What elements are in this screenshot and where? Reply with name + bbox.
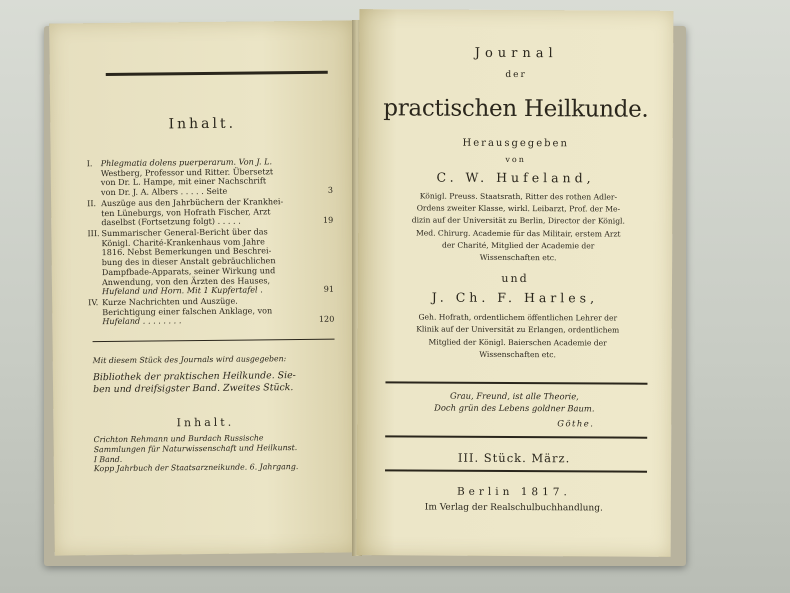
editor1-line: Wissenschaften etc.	[479, 252, 557, 263]
toc-item	[86, 156, 334, 198]
place-year: Berlin 1817.	[456, 485, 571, 499]
motto-line: Grau, Freund, ist alle Theorie,	[449, 390, 579, 402]
supplement-heading: Inhalt.	[176, 415, 235, 430]
contents-heading: Inhalt.	[168, 115, 237, 133]
toc-line: Summarischer General-Bericht über das	[101, 226, 268, 239]
issue-rule-bottom	[385, 469, 647, 472]
editor2-description	[368, 311, 668, 362]
toc-page-number: 19	[322, 214, 334, 225]
issue-label: III. Stück. März.	[457, 450, 571, 466]
divider-rule	[93, 339, 335, 343]
toc-line: von Dr. L. Hampe, mit einer Nachschrift	[100, 175, 267, 188]
editor1-line: Ordens zweiter Klasse, wirkl. Leibarzt, Prof. der Me-	[416, 203, 621, 214]
top-rule	[106, 71, 328, 76]
supplement-content-line: Kopp Jahrbuch der Staatsarzneikunde. 6. Jahrgang.	[93, 462, 299, 474]
right-page	[357, 9, 674, 557]
toc-line: Hufeland und Horn. Mit 1 Kupfertafel .	[101, 284, 263, 297]
toc-line: Westberg, Professor und Ritter. Übersetzt	[100, 165, 274, 178]
editor1-line: der Charité, Mitglied der Academie der	[442, 240, 595, 251]
toc-item	[88, 295, 335, 328]
supplement-content-line: Sammlungen für Naturwissenschaft und Heilkunst.	[93, 442, 298, 454]
editor1-name: C. W. Hufeland,	[436, 169, 595, 186]
editor1-line: dizin auf der Universität zu Berlin, Director der Königl.	[411, 215, 625, 226]
editor1-line: Königl. Preuss. Staatsrath, Ritter des rothen Adler-	[419, 191, 618, 202]
toc-item	[87, 226, 335, 297]
von-label: von	[505, 154, 526, 165]
toc-number: III.	[87, 228, 100, 239]
toc-line: Dampfbade-Apparats, seiner Wirkung und	[101, 265, 276, 277]
supplement-title	[93, 370, 337, 397]
toc-line: Hufeland . . . . . . . .	[102, 315, 182, 327]
toc-line: ten Lüneburgs, von Hofrath Fischer, Arzt	[101, 206, 271, 218]
supplement-content-line: Crichton Rehmann und Burdach Russische	[93, 433, 264, 445]
toc-page-number: 120	[318, 313, 335, 324]
supplement-line: ben und dreifsigster Band. Zweites Stück.	[93, 382, 294, 396]
toc-line: Auszüge aus den Jahrbüchern der Krankhei-	[101, 196, 284, 209]
toc-line: daselbst (Fortsetzung folgt) . . . . .	[101, 216, 241, 228]
editor1-line: Med. Chirurg. Academie für das Militair, erstem Arzt	[415, 228, 621, 239]
und-label: und	[501, 271, 529, 286]
left-page	[49, 20, 359, 555]
toc-line: Königl. Charité-Krankenhaus vom Jahre	[101, 236, 265, 248]
toc-line: Berichtigung einer falschen Anklage, von	[102, 304, 273, 317]
supplement-contents	[94, 433, 344, 475]
toc-line: Phlegmatia dolens puerperarum. Von J. L.	[100, 156, 273, 169]
motto-author: Göthe.	[557, 418, 595, 429]
editor2-name: J. Ch. F. Harles,	[431, 289, 599, 306]
editor2-line: Mitglied der Königl. Baierschen Academie der	[428, 337, 607, 348]
toc-page-number: 91	[323, 283, 335, 294]
publisher: Im Verlag der Realschulbuchhandlung.	[424, 502, 603, 514]
motto-rule-top	[385, 381, 647, 384]
toc-number: IV.	[88, 297, 99, 308]
toc-line: Anwendung, von den Ärzten des Hauses,	[101, 274, 271, 287]
title-journal: Journal	[474, 45, 558, 62]
title-main: practischen Heilkunde.	[383, 95, 649, 123]
toc-number: I.	[86, 158, 93, 169]
editor2-line: Wissenschaften etc.	[479, 350, 557, 360]
toc-page-number: 3	[327, 184, 334, 195]
toc-line: Kurze Nachrichten und Auszüge.	[102, 295, 238, 308]
editor2-line: Geh. Hofrath, ordentlichem öffentlichen Lehrer der	[418, 312, 618, 323]
supplement-intro: Mit diesem Stück des Journals wird ausgegeben:	[92, 354, 287, 366]
editor1-description	[368, 190, 668, 265]
toc-line: von Dr. J. A. Albers . . . . . Seite	[100, 185, 228, 198]
editor2-line: Klinik auf der Universität zu Erlangen, ordentlichem	[416, 324, 620, 335]
supplement-line: Bibliothek der praktischen Heilkunde. Sie-	[92, 370, 296, 384]
motto	[357, 389, 671, 415]
issue-rule-top	[385, 435, 647, 438]
toc-line: 1816. Nebst Bemerkungen und Beschrei-	[101, 245, 272, 258]
toc-line: bung des in dieser Anstalt gebräuchlichen	[101, 255, 276, 268]
toc-item	[87, 196, 334, 229]
toc-number: II.	[87, 198, 97, 209]
supplement-content-line: I Band.	[93, 454, 123, 464]
title-der: der	[505, 69, 527, 81]
motto-line: Doch grün des Lebens goldner Baum.	[434, 402, 595, 414]
edited-by: Herausgegeben	[462, 137, 569, 150]
